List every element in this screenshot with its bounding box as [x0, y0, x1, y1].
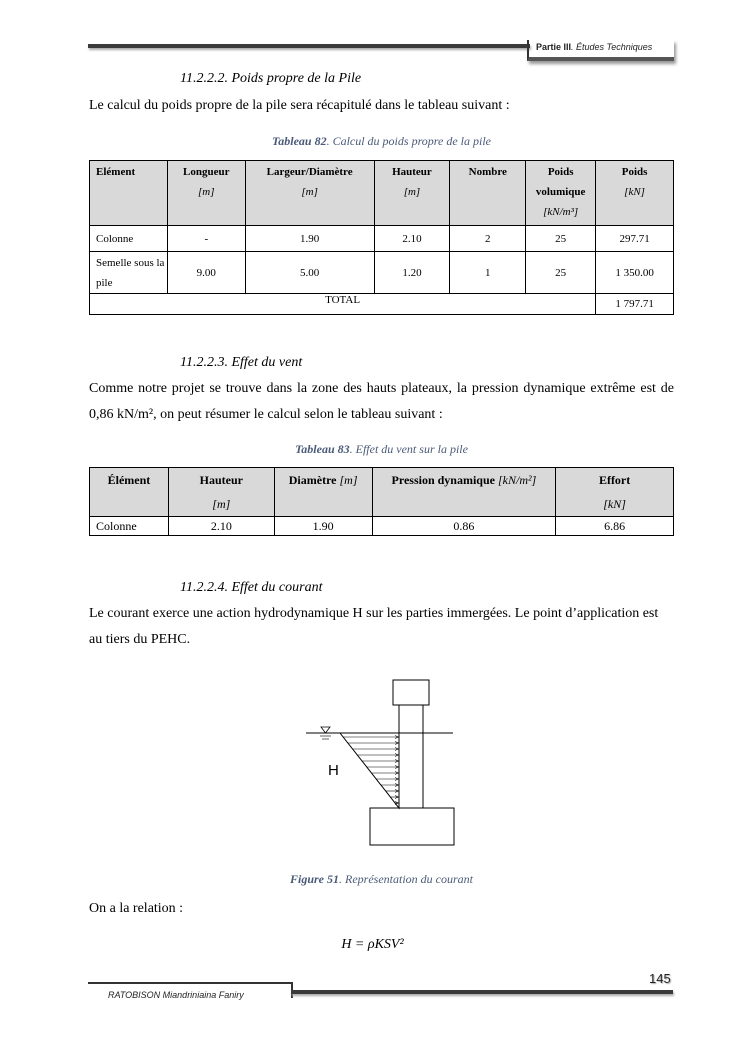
section-number: 11.2.2.4. — [180, 580, 228, 595]
section-heading-courant — [180, 580, 322, 596]
table-cell: 297.71 — [596, 226, 674, 252]
section-title: Effet du courant — [231, 580, 323, 595]
table83-caption — [89, 442, 674, 457]
pressure-triangle — [340, 733, 399, 808]
col-header-unit: [m] — [301, 186, 318, 198]
figure-caption — [89, 872, 674, 887]
table-cell: - — [167, 226, 245, 252]
col-header-text: Effort — [598, 473, 631, 487]
table-cell: 9.00 — [167, 252, 245, 294]
header-section: . Études Techniques — [571, 42, 653, 52]
section-title: Effet du vent — [231, 355, 303, 370]
col-header-text: Longueur — [183, 166, 230, 178]
col-header-text: Diamètre — [288, 473, 337, 487]
table-cell: 1.20 — [374, 252, 450, 294]
col-header-unit: [kN] — [603, 497, 626, 511]
section-number: 11.2.2.3. — [180, 355, 228, 370]
table-cell: Colonne — [90, 226, 168, 252]
col-header-text: Poids volumique — [535, 166, 586, 198]
header-part: Partie III — [536, 42, 572, 52]
col-header-poids-volumique — [526, 161, 596, 226]
table-row — [90, 226, 674, 252]
formula: H = ρKSV² — [341, 937, 404, 952]
col-header-text: Hauteur — [199, 473, 243, 487]
pressure-arrows — [343, 736, 398, 805]
col-header-longueur — [167, 161, 245, 226]
footer-author: RATOBISON Miandriniaina Faniry — [108, 990, 244, 1000]
table-cell: 25 — [526, 252, 596, 294]
col-header-text: Nombre — [468, 166, 507, 178]
table-total-row — [90, 294, 674, 315]
caption-text: . Représentation du courant — [339, 872, 473, 886]
col-header-largeur — [245, 161, 374, 226]
column-cap — [393, 680, 429, 705]
caption-label: Tableau 82 — [272, 134, 327, 148]
page-number: 145 — [649, 971, 671, 986]
table-row — [90, 517, 674, 536]
col-header-text: Élément — [107, 473, 151, 487]
col-header-element — [90, 161, 168, 226]
section-heading-vent — [180, 355, 302, 371]
col-header-text: Hauteur — [392, 166, 432, 178]
table-cell: 1 — [450, 252, 526, 294]
table-row — [90, 252, 674, 294]
table-cell: Colonne — [90, 517, 169, 536]
table-poids-propre — [89, 160, 674, 315]
col-header-hauteur — [168, 468, 274, 517]
table-cell: 0.86 — [372, 517, 556, 536]
running-header — [536, 42, 652, 52]
col-header-unit: [kN/m³] — [543, 206, 579, 218]
col-header-hauteur — [374, 161, 450, 226]
table-cell: 2 — [450, 226, 526, 252]
figure-label-h: H — [328, 762, 339, 779]
col-header-unit: [m] — [339, 473, 358, 487]
table-cell: 1.90 — [245, 226, 374, 252]
caption-text: . Calcul du poids propre de la pile — [326, 134, 491, 148]
table-effet-vent — [89, 467, 674, 536]
footer-rule — [291, 990, 673, 994]
caption-label: Figure 51 — [290, 872, 340, 886]
table-cell: Semelle sous la pile — [90, 252, 168, 294]
col-header-nombre — [450, 161, 526, 226]
section-heading-poids-propre — [180, 71, 361, 87]
table-cell: 2.10 — [374, 226, 450, 252]
total-label: TOTAL — [90, 294, 596, 315]
col-header-poids — [596, 161, 674, 226]
col-header-text: Poids — [621, 166, 648, 178]
total-value: 1 797.71 — [596, 294, 674, 315]
paragraph-courant: Le courant exerce une action hydrodynamique H sur les parties immergées. Le point d’application est au tiers du PEHC. — [89, 606, 659, 647]
footing — [370, 808, 454, 845]
table-cell: 6.86 — [556, 517, 674, 536]
paragraph-relation: On a la relation : — [89, 901, 184, 916]
col-header-diametre — [274, 468, 372, 517]
col-header-text: Pression dynamique — [391, 473, 495, 487]
table-cell: 2.10 — [168, 517, 274, 536]
col-header-unit: [m] — [403, 186, 421, 198]
caption-text: . Effet du vent sur la pile — [349, 442, 468, 456]
table82-caption — [89, 134, 674, 149]
paragraph-vent: Comme notre projet se trouve dans la zone des hauts plateaux, la pression dynamique extrême est de 0,86 kN/m², on peut résumer le calcul selon le tableau suivant : — [89, 381, 674, 422]
table-cell: 1 350.00 — [596, 252, 674, 294]
table-cell: 5.00 — [245, 252, 374, 294]
section-number: 11.2.2.2. — [180, 71, 228, 86]
col-header-effort — [556, 468, 674, 517]
col-header-text: Largeur/Diamètre — [266, 166, 353, 178]
section-title: Poids propre de la Pile — [231, 71, 362, 86]
col-header-unit: [m] — [212, 497, 231, 511]
header-rule — [88, 44, 530, 48]
col-header-unit: [m] — [198, 186, 215, 198]
caption-label: Tableau 83 — [295, 442, 350, 456]
col-header-element — [90, 468, 169, 517]
col-header-unit: [kN] — [624, 186, 645, 198]
current-diagram — [300, 677, 460, 847]
paragraph-intro-poids: Le calcul du poids propre de la pile sera récapitulé dans le tableau suivant : — [89, 98, 510, 113]
col-header-text: Elément — [96, 166, 136, 178]
table-cell: 25 — [526, 226, 596, 252]
table-cell: 1.90 — [274, 517, 372, 536]
col-header-pression — [372, 468, 556, 517]
col-header-unit: [kN/m²] — [497, 473, 537, 487]
column-shaft — [399, 705, 423, 808]
